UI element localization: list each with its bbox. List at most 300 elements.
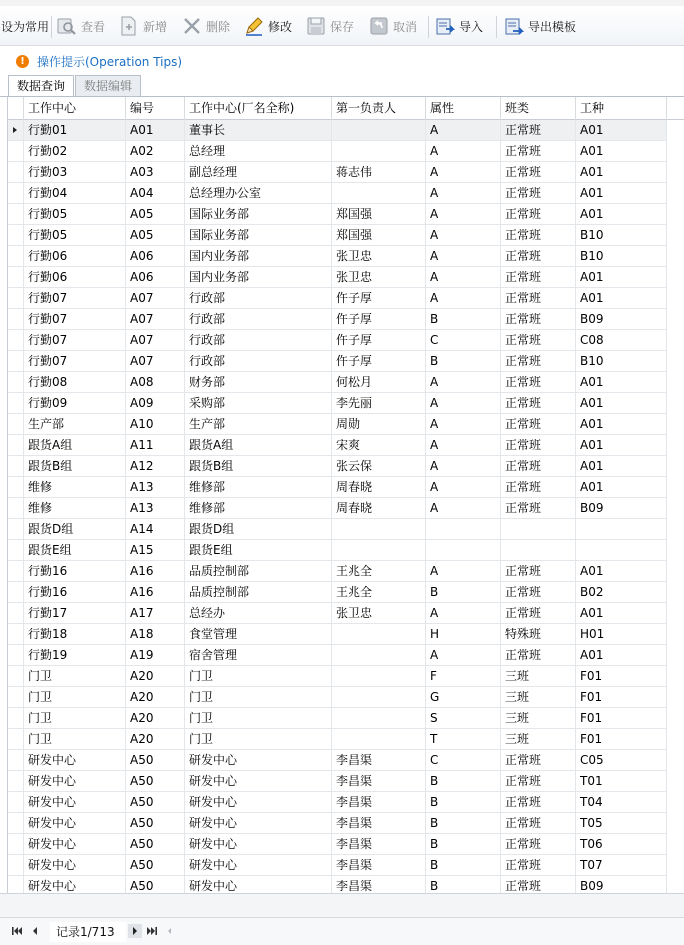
row-indicator[interactable] bbox=[8, 540, 24, 561]
table-cell[interactable]: A01 bbox=[576, 120, 667, 141]
table-cell[interactable] bbox=[332, 645, 426, 666]
table-cell[interactable]: A bbox=[426, 477, 501, 498]
table-row[interactable] bbox=[8, 855, 684, 876]
table-cell[interactable]: 跟货B组 bbox=[24, 456, 126, 477]
table-cell[interactable]: 仵子厚 bbox=[332, 309, 426, 330]
table-cell[interactable]: B bbox=[426, 792, 501, 813]
cancel-button[interactable] bbox=[368, 12, 417, 40]
table-cell[interactable]: 张卫忠 bbox=[332, 246, 426, 267]
row-indicator[interactable] bbox=[8, 456, 24, 477]
table-cell[interactable]: A01 bbox=[576, 372, 667, 393]
table-cell[interactable]: 李昌渠 bbox=[332, 855, 426, 876]
row-indicator[interactable] bbox=[8, 771, 24, 792]
table-cell[interactable]: 门卫 bbox=[185, 687, 332, 708]
table-cell[interactable]: B bbox=[426, 582, 501, 603]
table-cell[interactable] bbox=[332, 120, 426, 141]
table-cell[interactable]: A bbox=[426, 414, 501, 435]
table-cell[interactable]: 仵子厚 bbox=[332, 330, 426, 351]
row-indicator[interactable] bbox=[8, 225, 24, 246]
last-page-icon[interactable] bbox=[145, 924, 159, 938]
table-cell[interactable]: 李昌渠 bbox=[332, 813, 426, 834]
table-cell[interactable]: 门卫 bbox=[24, 708, 126, 729]
table-row[interactable] bbox=[8, 876, 684, 893]
table-cell[interactable]: A01 bbox=[576, 456, 667, 477]
table-cell[interactable]: B bbox=[426, 834, 501, 855]
row-indicator[interactable] bbox=[8, 729, 24, 750]
table-cell[interactable]: F01 bbox=[576, 687, 667, 708]
table-cell[interactable]: A16 bbox=[126, 561, 185, 582]
table-row[interactable] bbox=[8, 645, 684, 666]
save-button[interactable] bbox=[305, 12, 354, 40]
table-cell[interactable]: A01 bbox=[576, 204, 667, 225]
table-cell[interactable]: 正常班 bbox=[501, 582, 576, 603]
table-cell[interactable]: 财务部 bbox=[185, 372, 332, 393]
table-cell[interactable]: 研发中心 bbox=[24, 876, 126, 893]
table-cell[interactable]: A06 bbox=[126, 246, 185, 267]
table-cell[interactable] bbox=[332, 519, 426, 540]
table-cell[interactable]: A02 bbox=[126, 141, 185, 162]
table-cell[interactable]: 研发中心 bbox=[24, 750, 126, 771]
row-indicator[interactable] bbox=[8, 372, 24, 393]
table-cell[interactable]: A bbox=[426, 225, 501, 246]
row-indicator[interactable] bbox=[8, 813, 24, 834]
table-cell[interactable]: 正常班 bbox=[501, 393, 576, 414]
table-cell[interactable]: 三班 bbox=[501, 687, 576, 708]
row-indicator[interactable] bbox=[8, 792, 24, 813]
table-cell[interactable]: A10 bbox=[126, 414, 185, 435]
row-indicator[interactable] bbox=[8, 624, 24, 645]
table-cell[interactable]: 行勤01 bbox=[24, 120, 126, 141]
table-cell[interactable]: 门卫 bbox=[185, 729, 332, 750]
table-cell[interactable]: 张卫忠 bbox=[332, 267, 426, 288]
table-cell[interactable]: 三班 bbox=[501, 729, 576, 750]
row-indicator[interactable] bbox=[8, 183, 24, 204]
table-cell[interactable]: T05 bbox=[576, 813, 667, 834]
prev-page-icon[interactable] bbox=[28, 924, 42, 938]
table-cell[interactable] bbox=[332, 708, 426, 729]
table-cell[interactable]: A bbox=[426, 183, 501, 204]
table-row[interactable] bbox=[8, 603, 684, 624]
table-cell[interactable]: A07 bbox=[126, 288, 185, 309]
table-cell[interactable]: H01 bbox=[576, 624, 667, 645]
table-row[interactable] bbox=[8, 498, 684, 519]
table-cell[interactable]: A20 bbox=[126, 666, 185, 687]
table-cell[interactable]: 行勤06 bbox=[24, 267, 126, 288]
table-cell[interactable]: 正常班 bbox=[501, 456, 576, 477]
table-cell[interactable]: A15 bbox=[126, 540, 185, 561]
table-row[interactable] bbox=[8, 204, 684, 225]
table-cell[interactable]: A01 bbox=[126, 120, 185, 141]
table-cell[interactable]: 食堂管理 bbox=[185, 624, 332, 645]
table-cell[interactable]: A01 bbox=[576, 141, 667, 162]
row-indicator[interactable] bbox=[8, 687, 24, 708]
table-cell[interactable]: 采购部 bbox=[185, 393, 332, 414]
table-cell[interactable] bbox=[332, 141, 426, 162]
table-cell[interactable]: A01 bbox=[576, 603, 667, 624]
table-cell[interactable]: 正常班 bbox=[501, 603, 576, 624]
table-row[interactable] bbox=[8, 288, 684, 309]
table-cell[interactable]: 李昌渠 bbox=[332, 834, 426, 855]
table-cell[interactable]: 维修部 bbox=[185, 477, 332, 498]
table-cell[interactable]: A50 bbox=[126, 771, 185, 792]
table-cell[interactable]: 特殊班 bbox=[501, 624, 576, 645]
table-cell[interactable]: 正常班 bbox=[501, 225, 576, 246]
table-row[interactable] bbox=[8, 813, 684, 834]
table-row[interactable] bbox=[8, 162, 684, 183]
table-cell[interactable]: 行勤07 bbox=[24, 309, 126, 330]
table-cell[interactable] bbox=[576, 519, 667, 540]
table-cell[interactable]: 正常班 bbox=[501, 309, 576, 330]
table-cell[interactable]: C08 bbox=[576, 330, 667, 351]
table-cell[interactable]: 门卫 bbox=[185, 708, 332, 729]
table-cell[interactable]: 行政部 bbox=[185, 351, 332, 372]
row-indicator[interactable] bbox=[8, 351, 24, 372]
table-cell[interactable]: 正常班 bbox=[501, 414, 576, 435]
table-row[interactable] bbox=[8, 582, 684, 603]
table-cell[interactable]: A50 bbox=[126, 855, 185, 876]
table-row[interactable] bbox=[8, 561, 684, 582]
table-cell[interactable]: 正常班 bbox=[501, 498, 576, 519]
table-row[interactable] bbox=[8, 666, 684, 687]
table-row[interactable] bbox=[8, 708, 684, 729]
view-button[interactable] bbox=[56, 12, 105, 40]
import-button[interactable] bbox=[434, 12, 483, 40]
table-cell[interactable]: 郑国强 bbox=[332, 225, 426, 246]
table-cell[interactable]: C bbox=[426, 750, 501, 771]
table-cell[interactable]: 门卫 bbox=[24, 687, 126, 708]
table-row[interactable] bbox=[8, 687, 684, 708]
table-cell[interactable]: 仵子厚 bbox=[332, 288, 426, 309]
table-cell[interactable]: A18 bbox=[126, 624, 185, 645]
table-row[interactable] bbox=[8, 519, 684, 540]
row-indicator[interactable] bbox=[8, 246, 24, 267]
table-cell[interactable]: A01 bbox=[576, 561, 667, 582]
table-cell[interactable]: 品质控制部 bbox=[185, 582, 332, 603]
table-cell[interactable]: 研发中心 bbox=[24, 813, 126, 834]
row-indicator[interactable] bbox=[8, 666, 24, 687]
table-row[interactable] bbox=[8, 309, 684, 330]
table-cell[interactable]: 正常班 bbox=[501, 330, 576, 351]
table-cell[interactable]: 品质控制部 bbox=[185, 561, 332, 582]
table-cell[interactable]: 正常班 bbox=[501, 477, 576, 498]
table-cell[interactable]: B bbox=[426, 855, 501, 876]
table-cell[interactable]: B bbox=[426, 309, 501, 330]
table-cell[interactable]: 维修 bbox=[24, 498, 126, 519]
column-header[interactable]: 编号 bbox=[126, 97, 185, 120]
table-cell[interactable]: 行勤16 bbox=[24, 582, 126, 603]
table-cell[interactable]: T07 bbox=[576, 855, 667, 876]
row-indicator[interactable] bbox=[8, 477, 24, 498]
table-cell[interactable]: 蒋志伟 bbox=[332, 162, 426, 183]
row-indicator[interactable] bbox=[8, 330, 24, 351]
table-cell[interactable]: 行勤19 bbox=[24, 645, 126, 666]
table-cell[interactable]: B02 bbox=[576, 582, 667, 603]
table-row[interactable] bbox=[8, 792, 684, 813]
table-cell[interactable]: 王兆全 bbox=[332, 561, 426, 582]
table-cell[interactable] bbox=[501, 519, 576, 540]
table-cell[interactable]: A13 bbox=[126, 477, 185, 498]
table-cell[interactable]: 王兆全 bbox=[332, 582, 426, 603]
table-cell[interactable]: 三班 bbox=[501, 666, 576, 687]
table-cell[interactable]: A bbox=[426, 120, 501, 141]
table-cell[interactable] bbox=[501, 540, 576, 561]
row-indicator[interactable] bbox=[8, 435, 24, 456]
table-cell[interactable]: 研发中心 bbox=[24, 771, 126, 792]
row-indicator[interactable] bbox=[8, 855, 24, 876]
tab-data-edit[interactable]: 数据编辑 bbox=[75, 75, 141, 97]
table-cell[interactable]: B10 bbox=[576, 246, 667, 267]
table-cell[interactable]: 门卫 bbox=[24, 729, 126, 750]
row-indicator[interactable] bbox=[8, 120, 24, 141]
table-cell[interactable]: F bbox=[426, 666, 501, 687]
table-cell[interactable]: A bbox=[426, 372, 501, 393]
table-cell[interactable] bbox=[426, 519, 501, 540]
table-cell[interactable]: A05 bbox=[126, 204, 185, 225]
table-cell[interactable]: 正常班 bbox=[501, 813, 576, 834]
column-header[interactable]: 工作中心 bbox=[24, 97, 126, 120]
table-cell[interactable]: 生产部 bbox=[185, 414, 332, 435]
table-cell[interactable]: A03 bbox=[126, 162, 185, 183]
table-cell[interactable]: 正常班 bbox=[501, 435, 576, 456]
table-row[interactable] bbox=[8, 750, 684, 771]
table-cell[interactable]: 研发中心 bbox=[24, 834, 126, 855]
table-row[interactable] bbox=[8, 141, 684, 162]
table-cell[interactable]: 行政部 bbox=[185, 309, 332, 330]
row-indicator[interactable] bbox=[8, 498, 24, 519]
table-cell[interactable]: 正常班 bbox=[501, 267, 576, 288]
table-cell[interactable]: 三班 bbox=[501, 708, 576, 729]
column-header[interactable]: 班类 bbox=[501, 97, 576, 120]
table-cell[interactable]: 周勋 bbox=[332, 414, 426, 435]
table-cell[interactable]: 正常班 bbox=[501, 141, 576, 162]
table-cell[interactable]: T06 bbox=[576, 834, 667, 855]
table-cell[interactable]: B bbox=[426, 351, 501, 372]
table-cell[interactable]: 正常班 bbox=[501, 792, 576, 813]
table-cell[interactable]: 郑国强 bbox=[332, 204, 426, 225]
table-cell[interactable]: 跟货D组 bbox=[185, 519, 332, 540]
table-cell[interactable]: A bbox=[426, 561, 501, 582]
table-cell[interactable]: 宿舍管理 bbox=[185, 645, 332, 666]
table-cell[interactable]: 正常班 bbox=[501, 855, 576, 876]
table-cell[interactable]: A20 bbox=[126, 687, 185, 708]
row-indicator[interactable] bbox=[8, 162, 24, 183]
table-cell[interactable]: 宋爽 bbox=[332, 435, 426, 456]
table-cell[interactable] bbox=[332, 729, 426, 750]
table-cell[interactable] bbox=[332, 624, 426, 645]
table-cell[interactable]: A19 bbox=[126, 645, 185, 666]
table-cell[interactable]: A bbox=[426, 267, 501, 288]
next-page-icon[interactable] bbox=[128, 924, 142, 938]
table-cell[interactable]: 正常班 bbox=[501, 120, 576, 141]
table-row[interactable] bbox=[8, 393, 684, 414]
row-indicator[interactable] bbox=[8, 876, 24, 893]
row-indicator[interactable] bbox=[8, 708, 24, 729]
table-cell[interactable]: 正常班 bbox=[501, 876, 576, 893]
table-cell[interactable]: 李昌渠 bbox=[332, 876, 426, 893]
table-cell[interactable]: 正常班 bbox=[501, 162, 576, 183]
table-cell[interactable]: A bbox=[426, 204, 501, 225]
table-cell[interactable]: 李先丽 bbox=[332, 393, 426, 414]
table-row[interactable] bbox=[8, 372, 684, 393]
table-cell[interactable]: A50 bbox=[126, 792, 185, 813]
table-cell[interactable]: 国内业务部 bbox=[185, 246, 332, 267]
table-row[interactable] bbox=[8, 540, 684, 561]
table-row[interactable] bbox=[8, 729, 684, 750]
table-cell[interactable]: G bbox=[426, 687, 501, 708]
table-cell[interactable] bbox=[332, 666, 426, 687]
table-cell[interactable]: T01 bbox=[576, 771, 667, 792]
table-cell[interactable]: 维修部 bbox=[185, 498, 332, 519]
table-cell[interactable]: A09 bbox=[126, 393, 185, 414]
table-cell[interactable]: 行勤02 bbox=[24, 141, 126, 162]
row-indicator[interactable] bbox=[8, 414, 24, 435]
table-row[interactable] bbox=[8, 351, 684, 372]
table-cell[interactable]: A01 bbox=[576, 435, 667, 456]
row-indicator[interactable] bbox=[8, 393, 24, 414]
table-cell[interactable]: A14 bbox=[126, 519, 185, 540]
table-cell[interactable]: 正常班 bbox=[501, 372, 576, 393]
table-cell[interactable]: 正常班 bbox=[501, 561, 576, 582]
row-indicator[interactable] bbox=[8, 519, 24, 540]
table-cell[interactable]: 研发中心 bbox=[185, 855, 332, 876]
table-cell[interactable]: 正常班 bbox=[501, 204, 576, 225]
table-cell[interactable]: A11 bbox=[126, 435, 185, 456]
table-cell[interactable]: 行勤09 bbox=[24, 393, 126, 414]
table-cell[interactable]: A50 bbox=[126, 876, 185, 893]
row-indicator[interactable] bbox=[8, 267, 24, 288]
table-cell[interactable]: A06 bbox=[126, 267, 185, 288]
table-cell[interactable]: T04 bbox=[576, 792, 667, 813]
table-cell[interactable]: F01 bbox=[576, 708, 667, 729]
table-cell[interactable]: 副总经理 bbox=[185, 162, 332, 183]
table-cell[interactable]: 研发中心 bbox=[185, 771, 332, 792]
table-cell[interactable]: 行勤03 bbox=[24, 162, 126, 183]
row-indicator[interactable] bbox=[8, 141, 24, 162]
table-cell[interactable]: 行勤07 bbox=[24, 351, 126, 372]
table-cell[interactable]: A13 bbox=[126, 498, 185, 519]
table-cell[interactable]: 维修 bbox=[24, 477, 126, 498]
table-row[interactable] bbox=[8, 456, 684, 477]
table-cell[interactable]: F01 bbox=[576, 729, 667, 750]
table-cell[interactable]: 跟货A组 bbox=[185, 435, 332, 456]
table-cell[interactable]: B10 bbox=[576, 351, 667, 372]
table-cell[interactable]: A08 bbox=[126, 372, 185, 393]
table-cell[interactable]: 正常班 bbox=[501, 246, 576, 267]
table-cell[interactable]: S bbox=[426, 708, 501, 729]
table-cell[interactable]: 周春晓 bbox=[332, 498, 426, 519]
table-cell[interactable]: 国际业务部 bbox=[185, 225, 332, 246]
table-cell[interactable]: A50 bbox=[126, 834, 185, 855]
table-cell[interactable]: 跟货E组 bbox=[24, 540, 126, 561]
table-cell[interactable]: B bbox=[426, 771, 501, 792]
table-cell[interactable]: 李昌渠 bbox=[332, 771, 426, 792]
first-page-icon[interactable] bbox=[10, 924, 24, 938]
table-cell[interactable]: 行勤18 bbox=[24, 624, 126, 645]
table-row[interactable] bbox=[8, 477, 684, 498]
table-row[interactable] bbox=[8, 330, 684, 351]
table-cell[interactable]: 行政部 bbox=[185, 330, 332, 351]
table-cell[interactable]: A01 bbox=[576, 288, 667, 309]
table-cell[interactable]: 行勤08 bbox=[24, 372, 126, 393]
table-cell[interactable]: 行勤16 bbox=[24, 561, 126, 582]
export-template-button[interactable] bbox=[503, 12, 576, 40]
table-row[interactable] bbox=[8, 771, 684, 792]
table-cell[interactable]: 研发中心 bbox=[185, 750, 332, 771]
table-cell[interactable]: 总经办 bbox=[185, 603, 332, 624]
tab-data-query[interactable]: 数据查询 bbox=[8, 75, 74, 98]
row-indicator[interactable] bbox=[8, 645, 24, 666]
table-cell[interactable]: 行勤05 bbox=[24, 204, 126, 225]
table-cell[interactable]: 研发中心 bbox=[185, 834, 332, 855]
table-cell[interactable]: 正常班 bbox=[501, 288, 576, 309]
table-cell[interactable]: 李昌渠 bbox=[332, 792, 426, 813]
column-header[interactable]: 属性 bbox=[426, 97, 501, 120]
table-cell[interactable]: 门卫 bbox=[24, 666, 126, 687]
row-indicator[interactable] bbox=[8, 309, 24, 330]
table-cell[interactable]: 研发中心 bbox=[185, 876, 332, 893]
table-cell[interactable]: B10 bbox=[576, 225, 667, 246]
table-cell[interactable]: A50 bbox=[126, 813, 185, 834]
row-indicator[interactable] bbox=[8, 603, 24, 624]
table-cell[interactable]: A05 bbox=[126, 225, 185, 246]
table-cell[interactable]: A bbox=[426, 498, 501, 519]
table-cell[interactable]: A01 bbox=[576, 162, 667, 183]
table-cell[interactable]: A04 bbox=[126, 183, 185, 204]
table-row[interactable] bbox=[8, 120, 684, 141]
table-cell[interactable]: A bbox=[426, 246, 501, 267]
table-cell[interactable]: 跟货B组 bbox=[185, 456, 332, 477]
table-cell[interactable]: A16 bbox=[126, 582, 185, 603]
table-cell[interactable]: A bbox=[426, 288, 501, 309]
row-indicator[interactable] bbox=[8, 561, 24, 582]
table-cell[interactable]: A12 bbox=[126, 456, 185, 477]
table-cell[interactable]: 跟货A组 bbox=[24, 435, 126, 456]
table-row[interactable] bbox=[8, 624, 684, 645]
row-indicator[interactable] bbox=[8, 750, 24, 771]
row-indicator[interactable] bbox=[8, 204, 24, 225]
table-cell[interactable]: 跟货D组 bbox=[24, 519, 126, 540]
table-cell[interactable]: A01 bbox=[576, 183, 667, 204]
table-cell[interactable]: 正常班 bbox=[501, 645, 576, 666]
table-row[interactable] bbox=[8, 834, 684, 855]
table-cell[interactable]: A01 bbox=[576, 477, 667, 498]
table-cell[interactable]: 行勤05 bbox=[24, 225, 126, 246]
table-cell[interactable]: A01 bbox=[576, 267, 667, 288]
table-cell[interactable]: A01 bbox=[576, 645, 667, 666]
table-cell[interactable]: A bbox=[426, 141, 501, 162]
table-cell[interactable]: 行勤07 bbox=[24, 330, 126, 351]
table-cell[interactable]: A bbox=[426, 162, 501, 183]
table-cell[interactable]: B09 bbox=[576, 309, 667, 330]
column-header[interactable]: 工种 bbox=[576, 97, 667, 120]
table-cell[interactable]: 仵子厚 bbox=[332, 351, 426, 372]
row-indicator[interactable] bbox=[8, 582, 24, 603]
table-cell[interactable]: 行勤04 bbox=[24, 183, 126, 204]
table-cell[interactable]: F01 bbox=[576, 666, 667, 687]
table-cell[interactable]: A20 bbox=[126, 708, 185, 729]
scroll-left-icon[interactable] bbox=[163, 924, 177, 938]
operation-tips[interactable] bbox=[0, 50, 684, 72]
table-cell[interactable]: 行政部 bbox=[185, 288, 332, 309]
table-cell[interactable]: 张云保 bbox=[332, 456, 426, 477]
table-cell[interactable]: 正常班 bbox=[501, 183, 576, 204]
table-cell[interactable]: C bbox=[426, 330, 501, 351]
row-indicator[interactable] bbox=[8, 288, 24, 309]
table-cell[interactable]: 董事长 bbox=[185, 120, 332, 141]
table-cell[interactable]: 行勤06 bbox=[24, 246, 126, 267]
horizontal-scrollbar[interactable] bbox=[0, 893, 684, 917]
table-cell[interactable]: 何松月 bbox=[332, 372, 426, 393]
